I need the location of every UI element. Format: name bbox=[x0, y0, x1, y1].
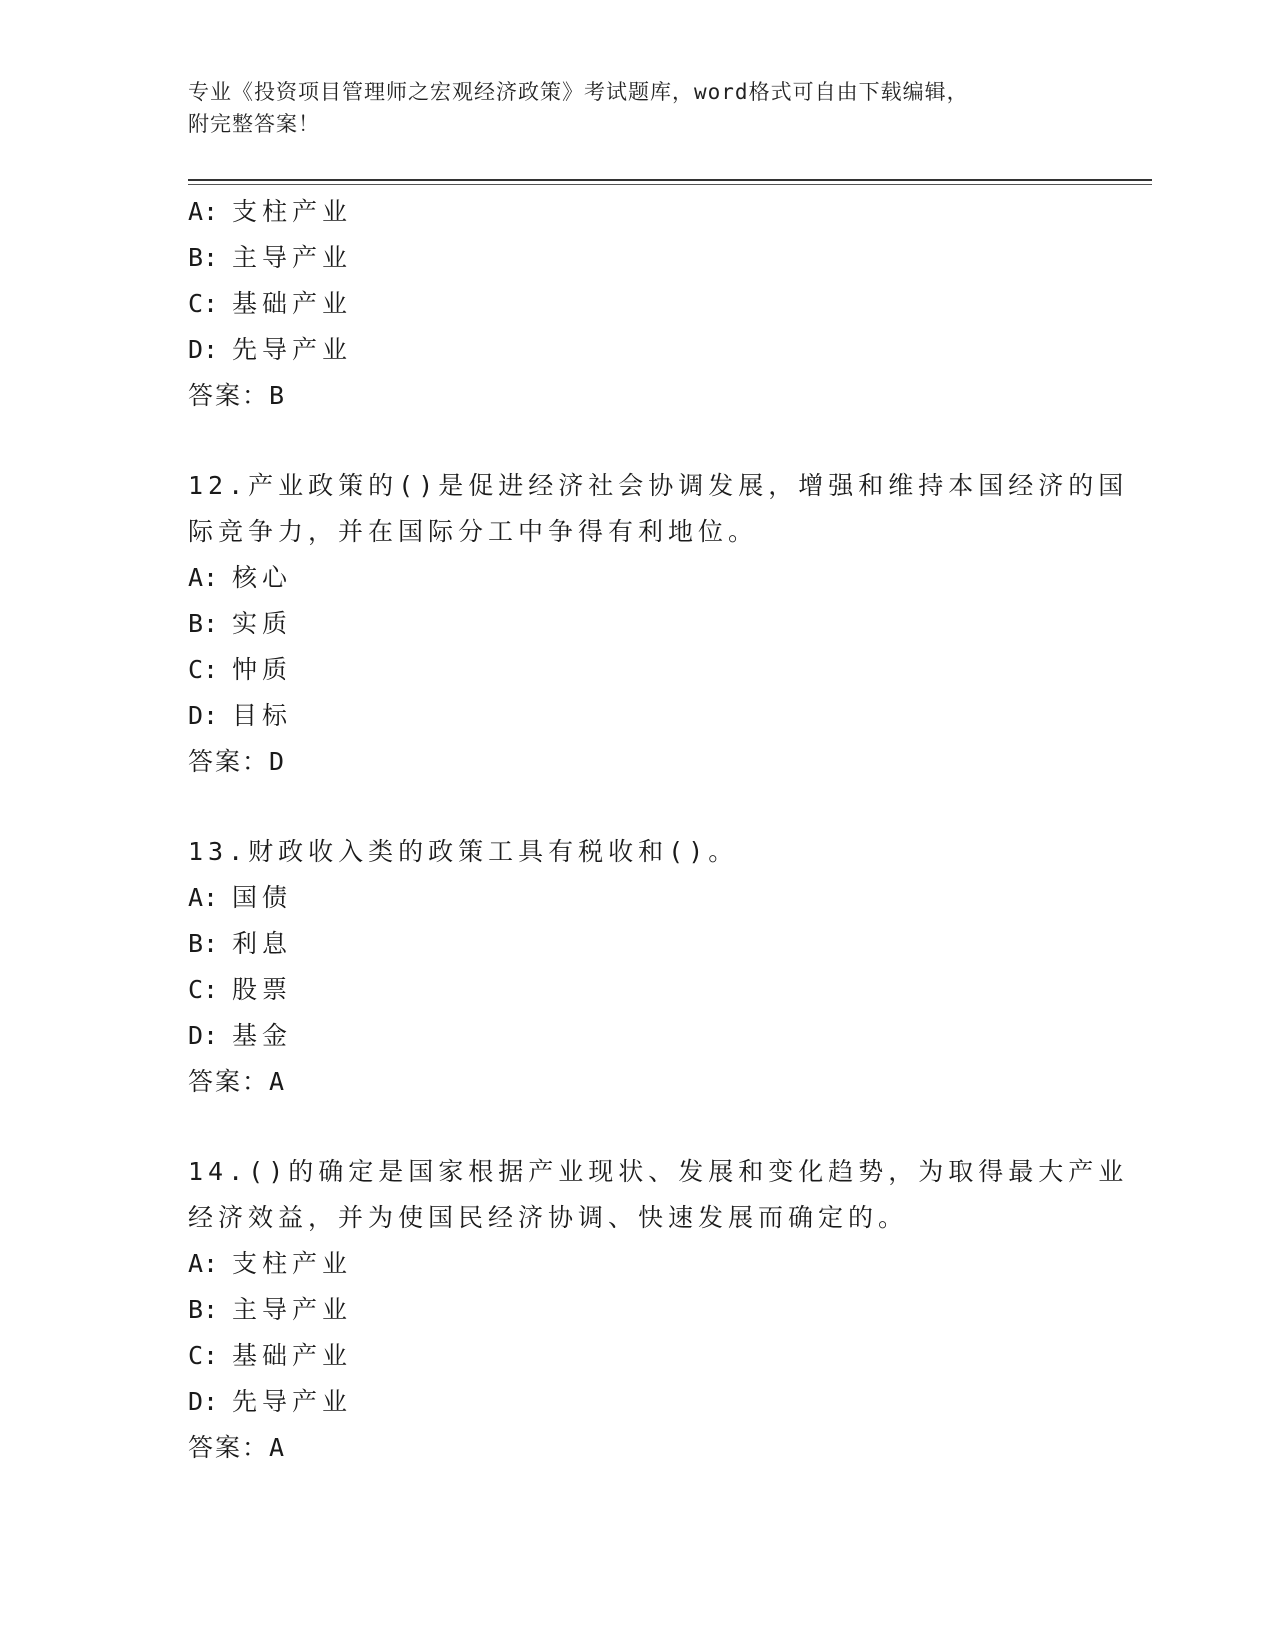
answer-line: 答案：A bbox=[188, 1067, 287, 1096]
option-a bbox=[188, 555, 1088, 601]
option-key: B: bbox=[188, 929, 219, 958]
question-14 bbox=[188, 1149, 1129, 1471]
question-12 bbox=[188, 463, 1129, 785]
question-13 bbox=[188, 829, 1088, 1105]
answer-line: 答案：B bbox=[188, 381, 287, 410]
option-text: 股票 bbox=[232, 975, 293, 1004]
option-key: C: bbox=[188, 975, 219, 1004]
option-c bbox=[188, 281, 1088, 327]
option-b bbox=[188, 921, 1088, 967]
question-list bbox=[188, 189, 1129, 1471]
option-text: 基础产业 bbox=[232, 1341, 353, 1370]
option-c bbox=[188, 967, 1088, 1013]
question-stem-line-1: 13.财政收入类的政策工具有税收和()。 bbox=[188, 837, 739, 866]
option-text: 先导产业 bbox=[232, 335, 353, 364]
option-key: A: bbox=[188, 563, 219, 592]
option-text: 目标 bbox=[232, 701, 293, 730]
option-a bbox=[188, 875, 1088, 921]
header-divider-thin bbox=[188, 184, 1152, 185]
document-header bbox=[188, 76, 1088, 140]
option-d bbox=[188, 1379, 1088, 1425]
option-b bbox=[188, 1287, 1088, 1333]
option-b bbox=[188, 235, 1088, 281]
header-line-1: 专业《投资项目管理师之宏观经济政策》考试题库，word格式可自由下载编辑， bbox=[188, 80, 969, 104]
answer-line: 答案：D bbox=[188, 747, 287, 776]
option-key: D: bbox=[188, 701, 219, 730]
option-key: D: bbox=[188, 335, 219, 364]
option-b bbox=[188, 601, 1088, 647]
question-gap bbox=[188, 785, 1088, 829]
option-a bbox=[188, 189, 1088, 235]
option-key: D: bbox=[188, 1387, 219, 1416]
option-text: 忡质 bbox=[232, 655, 293, 684]
header-line-2: 附完整答案！ bbox=[188, 112, 320, 136]
option-key: C: bbox=[188, 1341, 219, 1370]
option-key: C: bbox=[188, 655, 219, 684]
option-text: 主导产业 bbox=[232, 1295, 353, 1324]
option-key: C: bbox=[188, 289, 219, 318]
option-text: 支柱产业 bbox=[232, 1249, 353, 1278]
option-key: D: bbox=[188, 1021, 219, 1050]
question-stem-line-2: 际竞争力，并在国际分工中争得有利地位。 bbox=[188, 517, 759, 546]
option-d bbox=[188, 1013, 1088, 1059]
header-divider-thick bbox=[188, 179, 1152, 181]
option-text: 基础产业 bbox=[232, 289, 353, 318]
question-gap bbox=[188, 1105, 1088, 1149]
option-c bbox=[188, 647, 1088, 693]
question-stem-line-1: 12.产业政策的()是促进经济社会协调发展，增强和维持本国经济的国 bbox=[188, 471, 1129, 500]
option-text: 先导产业 bbox=[232, 1387, 353, 1416]
option-text: 实质 bbox=[232, 609, 293, 638]
answer-line: 答案：A bbox=[188, 1433, 287, 1462]
option-text: 利息 bbox=[232, 929, 293, 958]
option-key: A: bbox=[188, 883, 219, 912]
option-text: 基金 bbox=[232, 1021, 293, 1050]
option-d bbox=[188, 327, 1088, 373]
option-c bbox=[188, 1333, 1088, 1379]
option-key: B: bbox=[188, 609, 219, 638]
option-key: A: bbox=[188, 197, 219, 226]
option-key: A: bbox=[188, 1249, 219, 1278]
question-stem-line-1: 14.()的确定是国家根据产业现状、发展和变化趋势，为取得最大产业 bbox=[188, 1157, 1129, 1186]
question-gap bbox=[188, 419, 1088, 463]
option-text: 支柱产业 bbox=[232, 197, 353, 226]
option-a bbox=[188, 1241, 1088, 1287]
option-text: 国债 bbox=[232, 883, 293, 912]
option-text: 核心 bbox=[232, 563, 293, 592]
option-key: B: bbox=[188, 1295, 219, 1324]
question-11 bbox=[188, 189, 1088, 419]
question-stem-line-2: 经济效益，并为使国民经济协调、快速发展而确定的。 bbox=[188, 1203, 909, 1232]
option-d bbox=[188, 693, 1088, 739]
option-key: B: bbox=[188, 243, 219, 272]
option-text: 主导产业 bbox=[232, 243, 353, 272]
